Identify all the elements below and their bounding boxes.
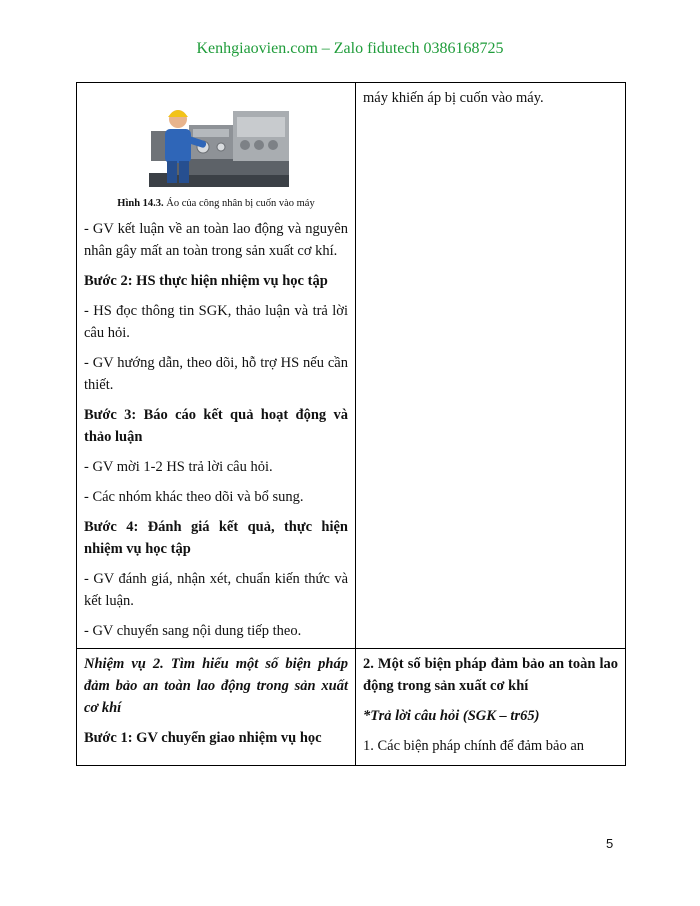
step-heading: Bước 3: Báo cáo kết quả hoạt động và thảo luận <box>84 407 348 445</box>
paragraph: - GV mời 1-2 HS trả lời câu hỏi. <box>84 459 273 475</box>
paragraph: - GV kết luận về an toàn lao động và nguyên nhân gây mất an toàn trong sản xuất cơ khí. <box>84 221 348 259</box>
figure-caption-text: Áo của công nhân bị cuốn vào máy <box>166 198 315 209</box>
figure <box>84 89 348 210</box>
table-row <box>77 83 626 649</box>
paragraph: - GV đánh giá, nhận xét, chuẩn kiến thức và kết luận. <box>84 571 348 609</box>
step-heading: Bước 2: HS thực hiện nhiệm vụ học tập <box>84 273 328 289</box>
figure-caption <box>84 197 348 210</box>
paragraph: - Các nhóm khác theo dõi và bổ sung. <box>84 489 304 505</box>
section-heading: 2. Một số biện pháp đảm bảo an toàn lao động trong sản xuất cơ khí <box>363 656 618 694</box>
step-heading: Bước 4: Đánh giá kết quả, thực hiện nhiệm vụ học tập <box>84 519 348 557</box>
paragraph: - HS đọc thông tin SGK, thảo luận và trả lời câu hỏi. <box>84 303 348 341</box>
left-cell <box>77 649 356 766</box>
paragraph: máy khiến áp bị cuốn vào máy. <box>363 90 544 106</box>
worker-lathe-illustration <box>141 89 291 195</box>
page-number: 5 <box>606 836 614 851</box>
question-reference: *Trả lời câu hỏi (SGK – tr65) <box>363 708 540 724</box>
table-row <box>77 649 626 766</box>
paragraph: - GV hướng dẫn, theo dõi, hỗ trợ HS nếu cần thiết. <box>84 355 348 393</box>
task-heading: Nhiệm vụ 2. Tìm hiểu một số biện pháp đảm bảo an toàn lao động trong sản xuất cơ khí <box>84 656 348 716</box>
paragraph: 1. Các biện pháp chính để đảm bảo an <box>363 738 585 754</box>
page-header: Kenhgiaovien.com – Zalo fidutech 0386168725 <box>196 40 504 57</box>
figure-label: Hình 14.3. <box>117 198 164 209</box>
left-cell <box>77 83 356 649</box>
step-heading: Bước 1: GV chuyển giao nhiệm vụ học <box>84 730 322 746</box>
paragraph: - GV chuyển sang nội dung tiếp theo. <box>84 623 302 639</box>
right-cell <box>356 649 626 766</box>
right-cell <box>356 83 626 649</box>
lesson-table <box>76 82 626 766</box>
